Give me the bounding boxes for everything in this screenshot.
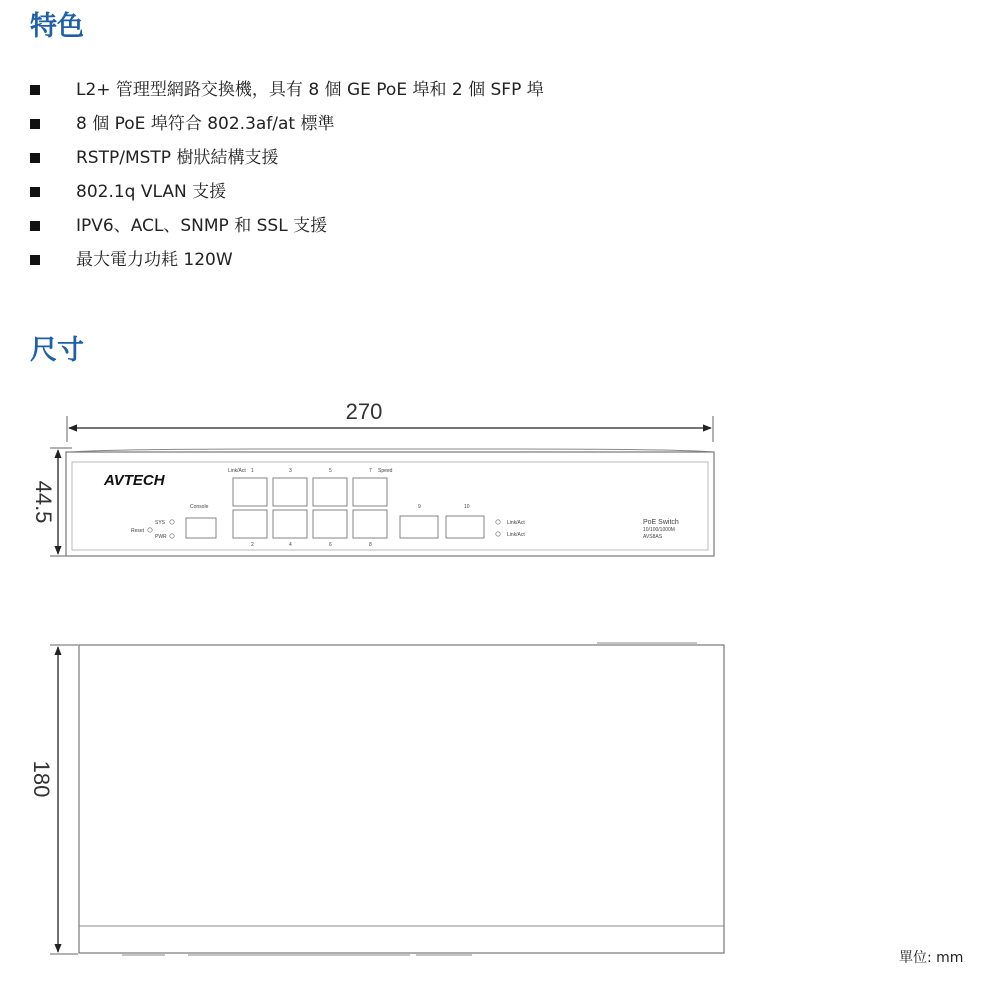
pwr-led-icon: [170, 534, 174, 538]
port-number-2: 2: [251, 542, 254, 548]
feature-text: RSTP/MSTP 樹狀結構支援: [76, 148, 279, 168]
sfp-led-icon: [496, 520, 500, 524]
port-number-4: 4: [289, 542, 292, 548]
port-number-7: 7: [369, 468, 372, 474]
port-number-3: 3: [289, 468, 292, 474]
model-line-2: 10/100/1000M: [643, 527, 675, 533]
rj45-port: [233, 510, 267, 538]
sfp-number-10: 10: [464, 504, 470, 510]
port-number-5: 5: [329, 468, 332, 474]
width-value: 270: [345, 399, 383, 424]
rj45-port: [353, 510, 387, 538]
console-label: Console: [190, 504, 209, 510]
speed-label: Speed: [378, 468, 393, 474]
depth-value: 180: [29, 760, 54, 798]
sys-led-icon: [170, 520, 174, 524]
feature-text: 8 個 PoE 埠符合 802.3af/at 標準: [76, 114, 335, 134]
width-dimension: [67, 399, 713, 442]
feature-text: IPV6、ACL、SNMP 和 SSL 支援: [76, 216, 328, 236]
sfp-led-label: Link/Act: [507, 520, 525, 526]
reset-button-icon: [148, 528, 152, 532]
depth-dimension: [29, 645, 78, 954]
rj45-port: [313, 510, 347, 538]
sfp-led-icon: [496, 532, 500, 536]
height-value: 44.5: [31, 480, 56, 524]
rj45-port: [353, 478, 387, 506]
rj45-port: [273, 478, 307, 506]
model-line-3: AVS8AS: [643, 534, 663, 540]
linkact-top-label: Link/Act: [228, 468, 246, 474]
device-top-view: [79, 643, 724, 955]
rj45-port: [273, 510, 307, 538]
reset-label: Reset: [131, 528, 145, 534]
feature-text: L2+ 管理型網路交換機，具有 8 個 GE PoE 埠和 2 個 SFP 埠: [76, 80, 544, 100]
features-title: 特色: [30, 11, 84, 42]
port-number-6: 6: [329, 542, 332, 548]
feature-text: 最大電力功耗 120W: [76, 250, 233, 270]
sfp-port: [446, 516, 484, 538]
dimensions-title: 尺寸: [30, 335, 84, 366]
pwr-label: PWR: [155, 534, 167, 540]
sys-label: SYS: [155, 520, 166, 526]
device-front-view: [66, 449, 714, 556]
sfp-port: [400, 516, 438, 538]
console-port: [186, 518, 216, 538]
sfp-led-label: Link/Act: [507, 532, 525, 538]
rj45-port: [233, 478, 267, 506]
sfp-number-9: 9: [418, 504, 421, 510]
port-number-1: 1: [251, 468, 254, 474]
port-number-8: 8: [369, 542, 372, 548]
unit-label: 單位: mm: [899, 950, 964, 966]
brand-logo: AVTECH: [104, 472, 165, 489]
feature-text: 802.1q VLAN 支援: [76, 182, 227, 202]
rj45-port: [313, 478, 347, 506]
model-line-1: PoE Switch: [643, 519, 679, 526]
